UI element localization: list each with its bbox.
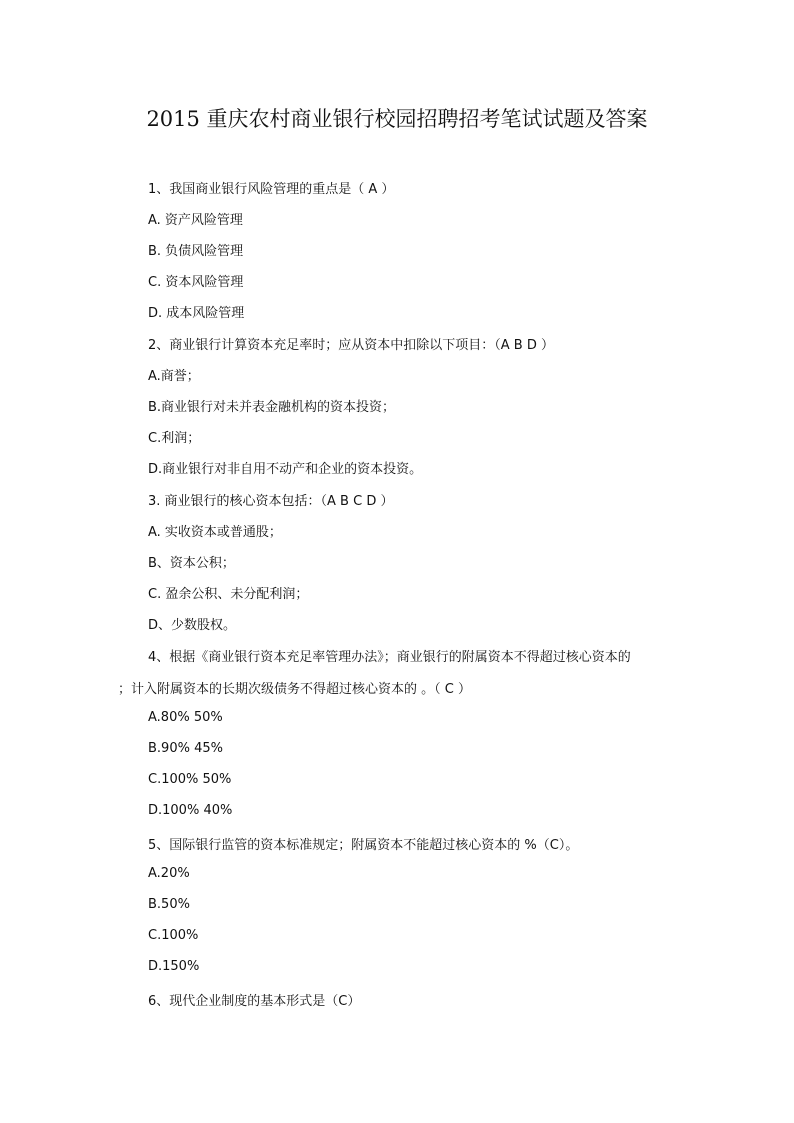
question-5-option-a: A.20% [148,866,190,881]
question-1-option-a: A. 资产风险管理 [148,213,243,228]
question-3-stem: 3. 商业银行的核心资本包括：（A B C D ） [148,494,394,509]
question-4-stem: 4、根据《商业银行资本充足率管理办法》；商业银行的附属资本不得超过核心资本的 [148,650,631,665]
question-2-option-c: C.利润； [148,431,201,446]
question-1-option-b: B. 负债风险管理 [148,244,244,259]
question-5-option-b: B.50% [148,897,190,912]
question-5-stem: 5、国际银行监管的资本标准规定；附属资本不能超过核心资本的 %（C）。 [148,838,579,853]
question-5-option-d: D.150% [148,959,200,974]
question-2-option-b: B.商业银行对未并表金融机构的资本投资； [148,400,396,415]
question-5-option-c: C.100% [148,928,199,943]
question-2-option-a: A.商誉； [148,369,200,384]
question-3-option-b: B、资本公积； [148,556,235,571]
question-4-option-c: C.100% 50% [148,772,232,787]
question-1-stem: 1、我国商业银行风险管理的重点是（ A ） [148,182,395,197]
question-4-option-d: D.100% 40% [148,803,233,818]
question-1-option-c: C. 资本风险管理 [148,275,244,290]
question-2-stem: 2、商业银行计算资本充足率时；应从资本中扣除以下项目：（A B D ） [148,338,554,353]
question-6-stem: 6、现代企业制度的基本形式是（C） [148,994,361,1009]
question-4-option-b: B.90% 45% [148,741,223,756]
question-3-option-d: D、少数股权。 [148,618,237,633]
question-2-option-d: D.商业银行对非自用不动产和企业的资本投资。 [148,462,423,477]
question-4-stem-continued: ；计入附属资本的长期次级债务不得超过核心资本的 。（ C ） [118,682,471,697]
question-4-option-a: A.80% 50% [148,710,223,725]
document-title: 2015 重庆农村商业银行校园招聘招考笔试试题及答案 [146,107,648,131]
question-1-option-d: D. 成本风险管理 [148,306,245,321]
question-3-option-a: A. 实收资本或普通股； [148,525,282,540]
question-3-option-c: C. 盈余公积、未分配利润； [148,587,309,602]
